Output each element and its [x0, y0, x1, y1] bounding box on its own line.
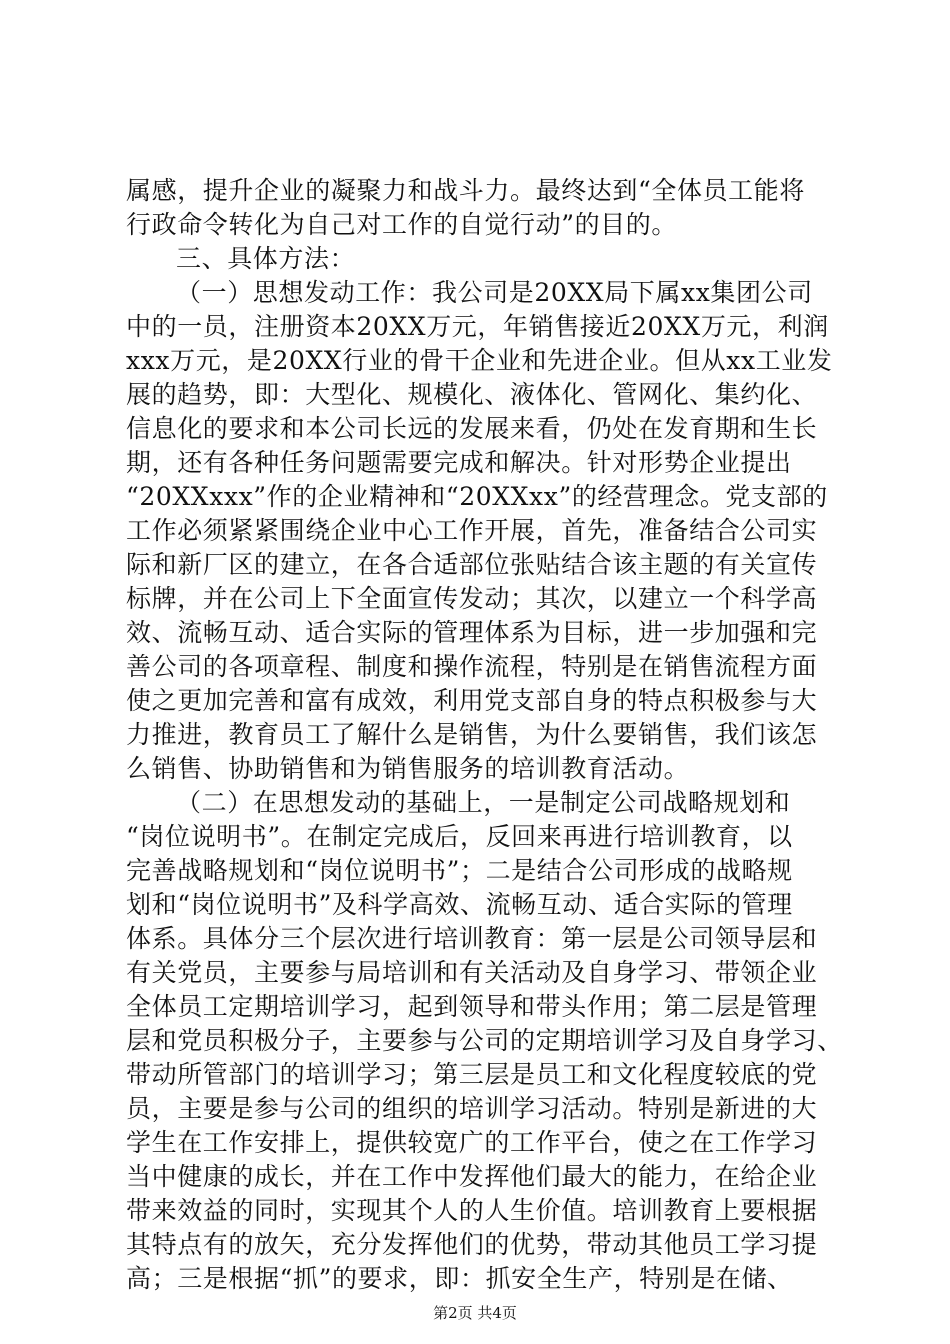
text-line: “20XXxxx”作的企业精神和“20XXxx”的经营理念。党支部的	[126, 482, 828, 511]
text-line: 期，还有各种任务问题需要完成和解决。针对形势企业提出	[126, 448, 792, 477]
text-line: 属感，提升企业的凝聚力和战斗力。最终达到“全体员工能将	[126, 176, 805, 205]
text-line: 全体员工定期培训学习，起到领导和带头作用；第二层是管理	[126, 992, 818, 1021]
text-line: 完善战略规划和“岗位说明书”；二是结合公司形成的战略规	[126, 856, 793, 885]
text-line: 有关党员，主要参与局培训和有关活动及自身学习、带领企业	[126, 958, 818, 987]
text-line: “岗位说明书”。在制定完成后，反回来再进行培训教育，以	[126, 822, 793, 851]
text-line: xxx万元，是20XX行业的骨干企业和先进企业。但从xx工业发	[126, 346, 833, 375]
text-line: 高；三是根据“抓”的要求，即：抓安全生产，特别是在储、	[126, 1264, 793, 1293]
text-line: 使之更加完善和富有成效，利用党支部自身的特点积极参与大	[126, 686, 818, 715]
text-line: 层和党员积极分子，主要参与公司的定期培训学习及自身学习、	[126, 1026, 843, 1055]
text-line: 际和新厂区的建立，在各合适部位张贴结合该主题的有关宣传	[126, 550, 818, 579]
text-line: 带动所管部门的培训学习；第三层是员工和文化程度较底的党	[126, 1060, 818, 1089]
text-line: 标牌，并在公司上下全面宣传发动；其次，以建立一个科学高	[126, 584, 818, 613]
section-heading: 三、具体方法：	[176, 244, 356, 273]
text-line: 当中健康的成长，并在工作中发挥他们最大的能力，在给企业	[126, 1162, 818, 1191]
paragraph-start: （二）在思想发动的基础上，一是制定公司战略规划和	[176, 788, 791, 817]
text-line: 信息化的要求和本公司长远的发展来看，仍处在发育期和生长	[126, 414, 818, 443]
text-line: 其特点有的放矢，充分发挥他们的优势，带动其他员工学习提	[126, 1230, 818, 1259]
text-line: 效、流畅互动、适合实际的管理体系为目标，进一步加强和完	[126, 618, 818, 647]
page-number-footer: 第2页 共4页	[433, 1304, 517, 1322]
text-line: 带来效益的同时，实现其个人的人生价值。培训教育上要根据	[126, 1196, 818, 1225]
text-line: 划和“岗位说明书”及科学高效、流畅互动、适合实际的管理	[126, 890, 793, 919]
text-line: 工作必须紧紧围绕企业中心工作开展，首先，准备结合公司实	[126, 516, 818, 545]
text-line: 力推进，教育员工了解什么是销售，为什么要销售，我们该怎	[126, 720, 818, 749]
text-line: 么销售、协助销售和为销售服务的培训教育活动。	[126, 754, 690, 783]
paragraph-start: （一）思想发动工作：我公司是20XX局下属xx集团公司	[176, 278, 813, 307]
text-line: 学生在工作安排上，提供较宽广的工作平台，使之在工作学习	[126, 1128, 818, 1157]
text-line: 行政命令转化为自己对工作的自觉行动”的目的。	[126, 210, 677, 239]
text-line: 员，主要是参与公司的组织的培训学习活动。特别是新进的大	[126, 1094, 818, 1123]
text-line: 体系。具体分三个层次进行培训教育：第一层是公司领导层和	[126, 924, 818, 953]
text-line: 善公司的各项章程、制度和操作流程，特别是在销售流程方面	[126, 652, 818, 681]
text-line: 展的趋势，即：大型化、规模化、液体化、管网化、集约化、	[126, 380, 818, 409]
text-line: 中的一员，注册资本20XX万元，年销售接近20XX万元，利润	[126, 312, 829, 341]
